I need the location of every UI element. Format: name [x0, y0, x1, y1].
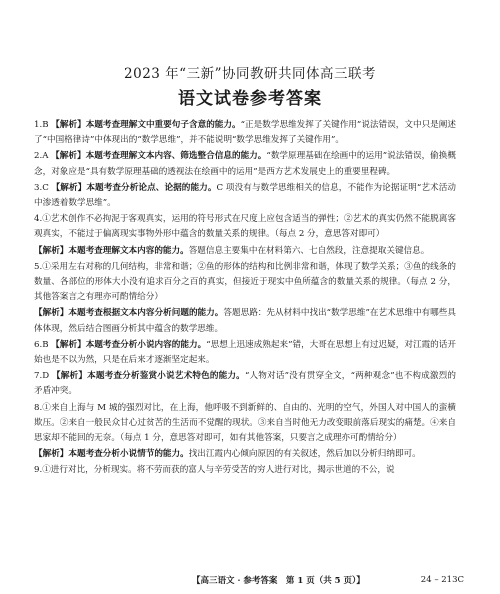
exam-title: 2023 年“三新”协同教研共同体高三联考: [124, 66, 376, 82]
item-number: 3.: [34, 182, 43, 193]
answer-key-title: 语文试卷参考答案: [178, 89, 322, 109]
analysis-text: 答题思路：先从材料中找出“数学思维”在艺术思维中有哪些具体体现，然后结合图画分析其中蕴含的数学思维。: [34, 308, 456, 334]
answer-item-5: [34, 260, 456, 306]
analysis-tag: 【解析】本题考查分析小说内容的能力。: [51, 339, 207, 350]
analysis-tag: 【解析】本题考查分析小说情节的能力。: [34, 449, 189, 460]
answer-item-7: [34, 369, 456, 399]
analysis-text: 找出江霞内心倾向原因的有关叙述，然后加以分析归纳即可。: [188, 449, 421, 460]
analysis-tag: 【解析】本题考查根据文本内容分析问题的能力。: [34, 308, 224, 319]
analysis-tag: 【解析】本题考查理解文本内容的能力。: [34, 245, 189, 256]
item-number: 8.: [34, 402, 43, 413]
analysis-tag: 【解析】本题考查分析鉴赏小说艺术特色的能力。: [52, 371, 245, 382]
answer-item-9: [34, 463, 456, 478]
analysis-tag: 【解析】本题考查理解文中重要句子含意的能力。: [51, 120, 241, 130]
answer-item-5-analysis: [34, 306, 456, 336]
analysis-text: 答题信息主要集中在材料第六、七自然段，注意提取关键信息。: [188, 245, 430, 256]
item-answer: B: [42, 120, 49, 130]
answer-text: ①来自上海与 M 城的强烈对比，在上海，他呼吸不到新鲜的、自由的、光明的空气，外国人对中国人的蛮横欺压。②来自一般民众甘心过贫苦的生活而不觉醒的现状。③来自当时他无力改变眼前落后现实的痛楚。④来自思家却不能回的无奈。（每点 1 分，意思答对即可，如有其他答案，只要言之成理亦可酌情给分）: [34, 402, 456, 444]
analysis-text: “正是数学思维发挥了关键作用”说法错误，文中只是阐述了“中国格律诗”中体现出的“数学思维”，并不能说明“数学思维发挥了关键作用”。: [34, 120, 456, 146]
answer-item-2: [34, 149, 456, 179]
analysis-tag: 【解析】本题考查分析论点、论据的能力。: [51, 182, 217, 193]
answer-text: ①采用左右对称的几何结构，非常和谐；②鱼的形体的结构和比例非常和谐，体现了数学关系；③鱼的线条的数量、各部位的形体大小没有追求百分之百的真实，但接近于现实中鱼所蕴含的数量关系的规律。（每点 2 分，其他答案言之有理亦可酌情给分）: [34, 261, 456, 303]
item-number: 7.: [34, 371, 43, 382]
item-answer: D: [42, 371, 50, 382]
item-answer: C: [42, 182, 49, 193]
item-answer: A: [42, 151, 49, 162]
answer-item-4-analysis: [34, 244, 456, 259]
item-number: 6.: [34, 339, 43, 350]
item-number: 1.: [34, 120, 43, 130]
analysis-text: C 项没有与数学思维相关的信息，不能作为论据证明“艺术活动中渗透着数学思维”。: [34, 182, 456, 209]
answer-item-1: [34, 118, 456, 148]
answer-item-8: [34, 401, 456, 447]
analysis-text: “人物对话”没有贯穿全文，“两种观念”也不构成激烈的矛盾冲突。: [34, 371, 457, 397]
answer-item-8-analysis: [34, 447, 456, 462]
answer-text: ①进行对比，分析现实。将不劳而获的富人与辛劳受苦的穷人进行对比，揭示世道的不公，说: [42, 465, 395, 476]
answer-item-6: [34, 338, 456, 368]
item-number: 9.: [34, 465, 43, 476]
analysis-text: “思想上迅速成熟起来”错，大哥在思想上有过迟疑，对江霞的话开始也是不以为然，只是在后来才逐渐坚定起来。: [34, 339, 456, 366]
item-number: 4.: [34, 214, 43, 225]
item-answer: B: [42, 339, 49, 350]
item-number: 2.: [34, 151, 43, 162]
answer-item-4: [34, 212, 456, 242]
answer-list: [34, 118, 456, 480]
analysis-text: “数学原理基础在绘画中的运用”说法错误，偷换概念，对象应是“具有数学原理基础的透视法在绘画中的运用”是西方艺术发展史上的重要里程碑。: [34, 151, 456, 177]
footer-page-info: 【高三语文 · 参考答案 第 1 页（共 5 页）】: [192, 576, 365, 586]
analysis-tag: 【解析】本题考查理解文本内容、筛选整合信息的能力。: [51, 151, 267, 162]
item-number: 5.: [34, 261, 43, 272]
answer-item-3: [34, 181, 456, 211]
footer-code: 24 – 213C: [420, 575, 464, 585]
answer-text: ①艺术创作不必拘泥于客观真实，运用的符号形式在尺度上应包含适当的弹性；②艺术的真实仍然不能脱离客观真实，不能过于偏离现实事物外形中蕴含的数量关系的规律。（每点 2 分，意思答对即可）: [34, 214, 456, 240]
